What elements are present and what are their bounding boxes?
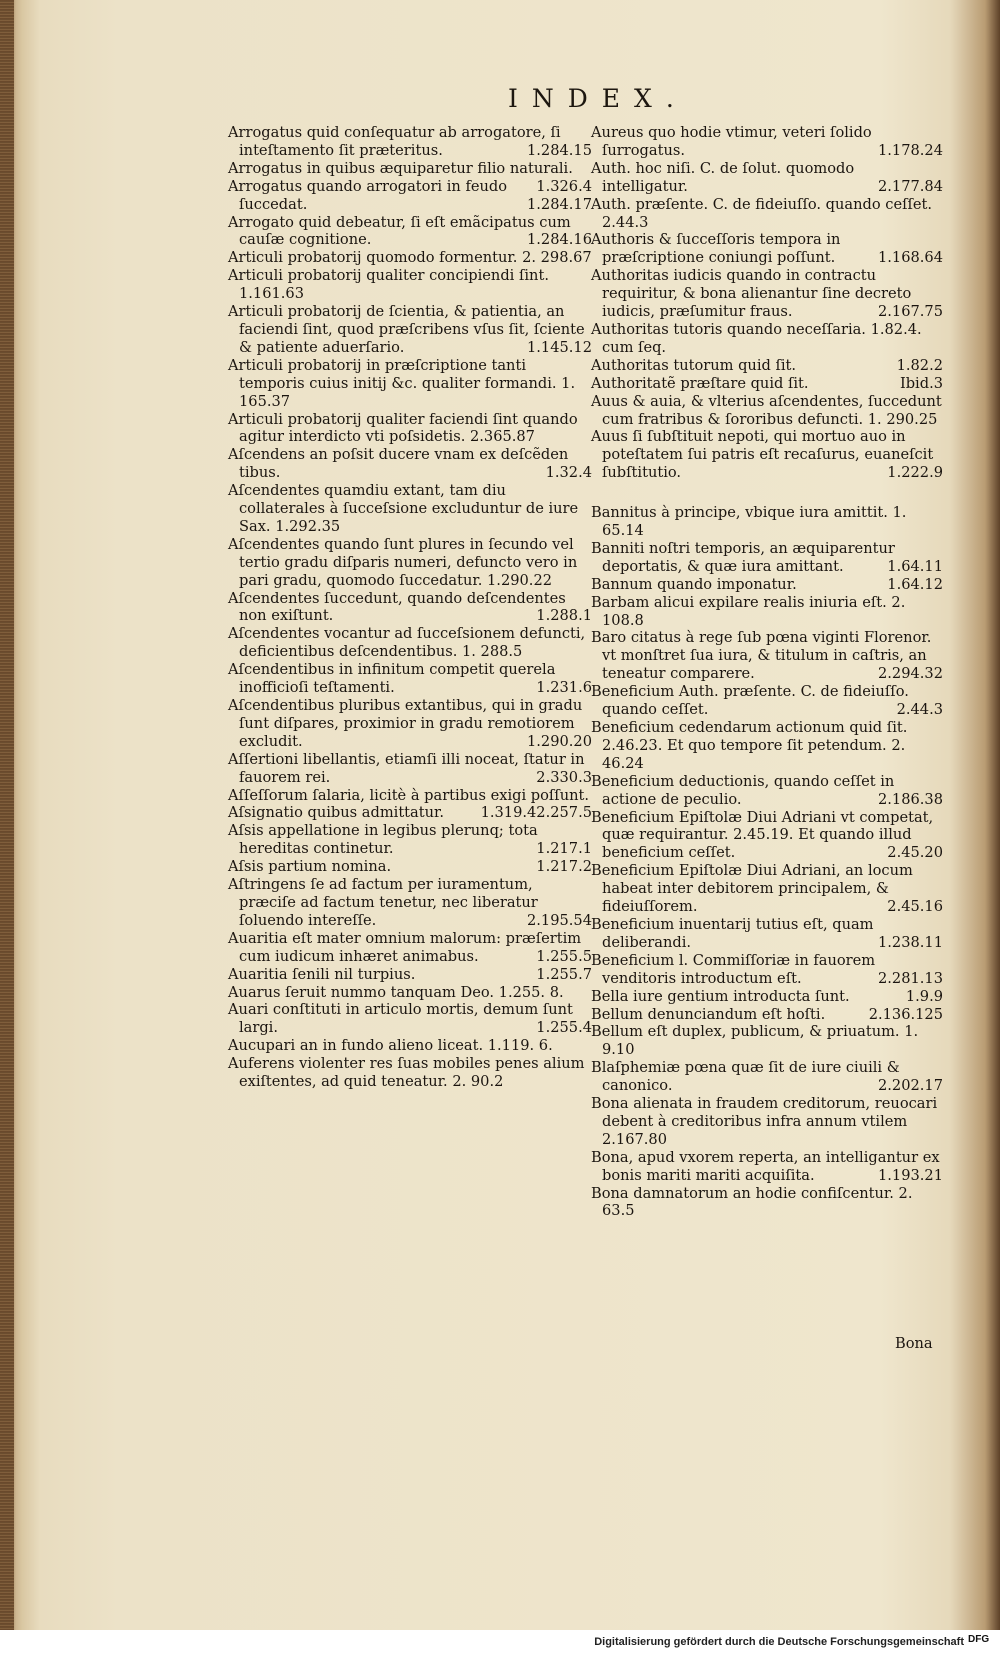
index-entry-text: Aſcendentes quando ſunt plures in ſecundo vel tertio gradu diſparis numeri, defuncto vero in pari gradu, quomodo ſuccedatur. 1.290.22: [228, 535, 578, 589]
index-entry: [228, 697, 592, 751]
index-entry-text: Bellum denunciandum eſt hoſti.: [591, 1005, 826, 1023]
index-entry: [591, 428, 943, 482]
index-entry-text: Authoritas iudicis quando in contractu requiritur, & bona alienantur ſine decreto iudicis, præſumitur fraus.: [591, 267, 912, 321]
index-entry-text: Aſcendentibus in infinitum competit querela inofficioſi teſtamenti.: [228, 661, 556, 697]
index-entry-text: Bona alienata in fraudem creditorum, reuocari debent à creditoribus infra annum vtilem 2.167.80: [591, 1095, 938, 1148]
index-entry: [591, 1149, 943, 1185]
index-entry: [228, 1055, 592, 1091]
index-reference: 1.222.9: [887, 464, 943, 482]
index-entry-text: Aſtringens ſe ad factum per iuramentum, præciſe ad factum tenetur, nec liberatur ſoluendo intereſſe.: [228, 876, 538, 929]
index-entry-text: Auth. præſente. C. de fideiuſſo. quando ceſſet. 2.44.3: [591, 195, 933, 231]
section-gap: [591, 482, 943, 504]
index-entry: [228, 411, 592, 447]
index-entry-text: Aſcendentes quamdiu extant, tam diu collaterales à ſucceſsione excluduntur de iure Sax. 1.292.35: [228, 482, 579, 535]
index-entry-text: Aſcendentibus pluribus extantibus, qui in gradu ſunt diſpares, proximior in gradu remotiorem excludit.: [228, 697, 583, 750]
digitization-credit: Digitalisierung gefördert durch die Deutsche Forschungsgemeinschaft: [594, 1636, 964, 1648]
index-entry: [591, 1185, 943, 1221]
index-entry: [591, 683, 943, 719]
index-reference: 2.45.20: [887, 844, 943, 862]
index-entry: [228, 482, 592, 536]
index-entry-text: Bannitus à principe, vbique iura amittit. 1. 65.14: [591, 504, 907, 540]
index-reference: 1.168.64: [878, 249, 943, 267]
index-entry-text: Aſſeſſorum ſalaria, licitè à partibus exigi poſſunt.: [228, 786, 590, 804]
index-reference: 1.231.6: [536, 679, 592, 697]
index-column-left: [228, 124, 592, 1091]
book-page-edge: [0, 0, 14, 1630]
index-entry: [591, 916, 943, 952]
index-reference: 2.202.17: [878, 1077, 943, 1095]
index-entry: [591, 988, 943, 1006]
index-entry-text: Aſsis appellatione in legibus plerunq; tota hereditas continetur.: [228, 822, 538, 858]
index-entry: [228, 1001, 592, 1037]
index-entry-text: Authoris & ſucceſſoris tempora in præſcriptione coniungi poſſunt.: [591, 231, 841, 267]
index-reference: 1.145.12: [527, 338, 592, 356]
index-entry: [591, 267, 943, 321]
index-entry-text: Beneficium inuentarij tutius eſt, quam deliberandi.: [591, 915, 874, 951]
index-reference: 1.32.4: [545, 464, 592, 482]
index-reference: 1.64.12: [887, 575, 943, 593]
index-entry: [228, 124, 592, 160]
index-entry-text: Arrogatus in quibus æquiparetur filio naturali.: [228, 159, 573, 177]
index-entry-text: Beneficium deductionis, quando ceſſet in actione de peculio.: [591, 772, 895, 808]
index-entry-text: Authoritatẽ præſtare quid ſit.: [591, 374, 809, 392]
index-reference: 1.64.11: [887, 557, 943, 575]
index-reference: 2.186.38: [878, 790, 943, 808]
index-entry: [228, 930, 592, 966]
index-entry-text: Auaritia ſenili nil turpius.: [228, 965, 416, 983]
index-reference: 1.9.9: [905, 987, 943, 1005]
index-reference: 1.290.20: [527, 732, 592, 750]
index-entry-text: Bona damnatorum an hodie confiſcentur. 2. 63.5: [591, 1184, 913, 1220]
index-entry-text: Articuli probatorij de ſcientia, & patientia, an faciendi ſint, quod præſcribens vſus ſit, ſciente & patiente aduerſario.: [228, 303, 585, 356]
index-reference: 2.45.16: [887, 898, 943, 916]
index-entry-text: Beneficium cedendarum actionum quid ſit. 2.46.23. Et quo tempore ſit petendum. 2. 46.24: [591, 719, 908, 772]
index-reference: 1.193.21: [878, 1166, 943, 1184]
index-entry-text: Beneficium l. Commiſſoriæ in fauorem venditoris introductum eſt.: [591, 951, 876, 987]
index-entry: [228, 1037, 592, 1055]
index-entry: [591, 952, 943, 988]
index-entry-text: Beneficium Auth. præſente. C. de fideiuſſo. quando ceſſet.: [591, 683, 909, 719]
index-entry: [591, 1023, 943, 1059]
catchword: Bona: [895, 1335, 933, 1352]
index-entry-text: Auaritia eſt mater omnium malorum: præſertim cum iudicum inhæret animabus.: [228, 929, 582, 965]
index-entry-text: Beneficium Epiſtolæ Diui Adriani vt competat, quæ requirantur. 2.45.19. Et quando illud beneficium ceſſet.: [591, 808, 934, 862]
index-entry: [228, 625, 592, 661]
index-entry: [591, 196, 943, 232]
index-entry: [591, 160, 943, 196]
index-reference: 2.281.13: [878, 969, 943, 987]
index-reference: 1.255.4: [536, 1019, 592, 1037]
index-reference: 1.238.11: [878, 933, 943, 951]
index-entry: [591, 393, 943, 429]
index-entry-text: Aſcendentes vocantur ad ſucceſsionem defuncti, deficientibus deſcendentibus. 1. 288.5: [228, 625, 586, 661]
index-reference: 1.82.2: [896, 356, 943, 374]
index-entry: [591, 1059, 943, 1095]
index-entry-text: Barbam alicui expilare realis iniuria eſt. 2. 108.8: [591, 593, 906, 629]
index-entry-text: Aſſertioni libellantis, etiamſi illi noceat, ſtatur in fauorem rei.: [228, 750, 585, 786]
index-entry-text: Aureus quo hodie vtimur, veteri ſolido ſurrogatus.: [591, 124, 872, 159]
index-entry: [591, 504, 943, 540]
index-entry-text: Aucupari an in fundo alieno liceat. 1.119. 6.: [228, 1037, 553, 1055]
index-entry: [591, 357, 943, 375]
index-entry: [591, 576, 943, 594]
index-entry-text: Bella iure gentium introducta ſunt.: [591, 987, 850, 1005]
index-entry-text: Aſcendens an poſsit ducere vnam ex deſcẽden tibus.: [228, 446, 569, 482]
index-reference: 1.288.1: [536, 607, 592, 625]
index-reference: 2.257.5: [536, 804, 592, 822]
index-entry: [228, 249, 592, 267]
index-entry-text: Arrogato quid debeatur, ſi eſt emãcipatus cum cauſæ cognitione.: [228, 213, 571, 249]
index-entry: [591, 540, 943, 576]
index-reference: 2.294.32: [878, 665, 943, 683]
index-entry-text: Auth. hoc niſi. C. de ſolut. quomodo intelligatur.: [591, 159, 855, 195]
index-reference: 1.255.5: [536, 947, 592, 965]
index-entry-text: Banniti noſtri temporis, an æquiparentur deportatis, & quæ iura amittant.: [591, 539, 895, 575]
index-reference: 1.319.4: [480, 804, 537, 822]
index-entry: [228, 876, 592, 930]
index-entry: [591, 1006, 943, 1024]
index-entry-text: Auus ſi ſubſtituit nepoti, qui mortuo auo in poteſtatem ſui patris eſt recaſurus, euaneſcit ſubſtitutio.: [591, 428, 934, 482]
index-reference: 2.177.84: [878, 177, 943, 195]
index-entry-text: Auari conſtituti in articulo mortis, demum ſunt largi.: [228, 1001, 573, 1037]
index-entry-text: Bona, apud vxorem reperta, an intelligantur ex bonis mariti mariti acquiſita.: [591, 1148, 940, 1184]
index-reference: 1.284.16: [527, 231, 592, 249]
index-reference: 2.195.54: [527, 911, 592, 929]
index-entry: [228, 214, 592, 250]
index-entry: [228, 984, 592, 1002]
index-entry-text: Aſsignatio quibus admittatur.: [228, 804, 445, 822]
index-entry-text: Baro citatus à rege ſub pœna viginti Florenor. vt monſtret ſua iura, & titulum in caſtris, an teneatur comparere.: [591, 629, 932, 683]
index-entry: [591, 321, 943, 357]
index-entry: [228, 357, 592, 411]
index-entry-text: Blaſphemiæ pœna quæ ſit de iure ciuili & canonico.: [591, 1059, 900, 1095]
index-entry: [591, 1095, 943, 1149]
index-entry-text: Authoritas tutorum quid ſit.: [591, 356, 797, 374]
index-entry-text: Auus & auia, & vlterius aſcendentes, ſuccedunt cum fratribus & ſororibus defuncti. 1. 290.25: [591, 392, 942, 428]
index-entry: [591, 231, 943, 267]
index-entry: [591, 773, 943, 809]
index-reference: 1.178.24: [878, 141, 943, 159]
index-entry-text: Articuli probatorij quomodo formentur. 2. 298.67: [228, 249, 592, 267]
index-entry: [591, 594, 943, 630]
index-entry: [228, 303, 592, 357]
index-entry: [228, 267, 592, 303]
index-entry: [591, 124, 943, 160]
index-entry: [228, 590, 592, 626]
index-entry: [591, 629, 943, 683]
index-reference: 1.217.2: [536, 858, 592, 876]
index-entry: [591, 375, 943, 393]
index-entry-text: Aſsis partium nomina.: [228, 858, 392, 876]
index-reference: 2.330.3: [536, 768, 592, 786]
page-header: INDEX.: [508, 84, 688, 113]
index-entry: [228, 858, 592, 876]
index-entry-text: Auarus ſeruit nummo tanquam Deo. 1.255. 8.: [228, 983, 564, 1001]
index-section-b: [591, 504, 943, 1220]
index-entry-text: Arrogatus quando arrogatori in feudo ſuccedat.: [228, 177, 508, 213]
index-section-a: [591, 124, 943, 482]
index-reference: 1.255.7: [536, 965, 592, 983]
index-reference: 1.284.17: [527, 195, 592, 213]
index-reference: 1.326.4: [536, 177, 592, 195]
index-reference: 2.167.75: [878, 303, 943, 321]
index-entry: [228, 446, 592, 482]
index-reference: 1.217.1: [536, 840, 592, 858]
index-column-right: [591, 124, 943, 1220]
index-entry-text: Bellum eſt duplex, publicum, & priuatum. 1. 9.10: [591, 1023, 919, 1059]
index-entry: [591, 719, 943, 773]
index-entry: [591, 809, 943, 863]
index-entry-text: Articuli probatorij qualiter concipiendi ſint. 1.161.63: [228, 267, 549, 303]
index-entry-text: Authoritas tutoris quando neceſſaria. 1.82.4. cum ſeq.: [591, 320, 922, 356]
index-reference: 1.284.15: [527, 141, 592, 159]
index-entry: [228, 661, 592, 697]
index-entry-text: Arrogatus quid conſequatur ab arrogatore, ſi inteſtamento ſit præteritus.: [228, 124, 561, 159]
index-entry-text: Aſcendentes ſuccedunt, quando deſcendentes non exiſtunt.: [228, 589, 566, 625]
index-entry: [228, 822, 592, 858]
index-reference: 2.136.125: [868, 1005, 943, 1023]
index-entry: [591, 862, 943, 916]
index-entry-text: Beneficium Epiſtolæ Diui Adriani, an locum habeat inter debitorem principalem, & fideiuſſorem.: [591, 862, 913, 916]
dfg-logo: DFG: [968, 1634, 990, 1645]
index-entry-text: Auferens violenter res ſuas mobiles penes alium exiſtentes, ad quid teneatur. 2. 90.2: [228, 1055, 585, 1091]
index-entry: [228, 966, 592, 984]
index-entry-text: Articuli probatorij in præſcriptione tanti temporis cuius initij &c. qualiter formandi. 1. 165.37: [228, 356, 576, 410]
index-entry-text: Articuli probatorij qualiter faciendi ſint quando agitur interdicto vti poſsidetis. 2.365.87: [228, 410, 578, 446]
index-entry: [228, 536, 592, 590]
index-reference: Ibid.3: [899, 374, 943, 392]
index-entry: [228, 751, 592, 787]
index-entry-text: Bannum quando imponatur.: [591, 575, 797, 593]
index-reference: 2.44.3: [896, 701, 943, 719]
